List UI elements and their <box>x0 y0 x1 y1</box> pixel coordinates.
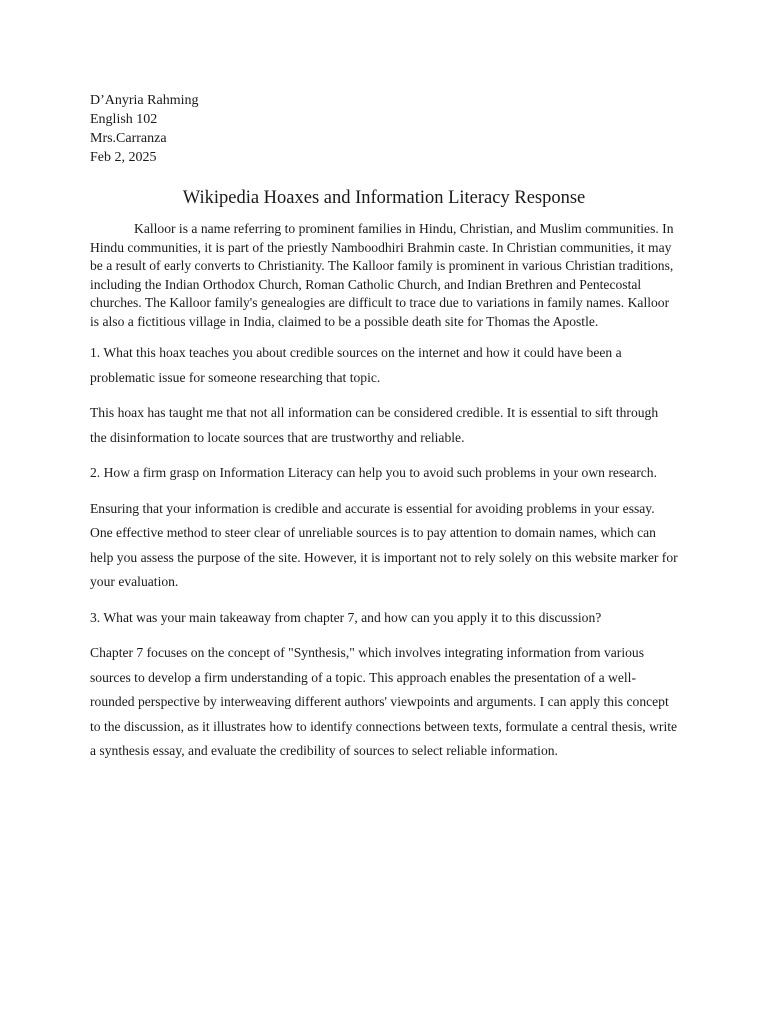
answer-3: Chapter 7 focuses on the concept of "Synthesis," which involves integrating information from various sources to develop a firm understanding of a topic. This approach enables the presentation of a well-rounded perspective by interweaving different authors' viewpoints and arguments. I can apply this concept to the discussion, as it illustrates how to identify connections between texts, formulate a central thesis, write a synthesis essay, and evaluate the credibility of sources to select reliable information. <box>90 645 678 758</box>
question-3: 3. What was your main takeaway from chapter 7, and how can you apply it to this discussion? <box>90 609 602 625</box>
course-name: English 102 <box>90 112 158 127</box>
instructor-name: Mrs.Carranza <box>90 131 167 146</box>
header-block <box>90 91 678 167</box>
document-title: Wikipedia Hoaxes and Information Literacy Response <box>182 188 586 208</box>
answer-1: This hoax has taught me that not all information can be considered credible. It is essential to sift through the disinformation to locate sources that are trustworthy and reliable. <box>90 405 659 445</box>
answer-2: Ensuring that your information is credible and accurate is essential for avoiding problems in your essay. One effective method to steer clear of unreliable sources is to pay attention to domain names, which can help you assess the purpose of the site. However, it is important not to rely solely on this website marker for your evaluation. <box>90 500 678 589</box>
date: Feb 2, 2025 <box>90 150 157 165</box>
question-1: 1. What this hoax teaches you about credible sources on the internet and how it could have been a problematic issue for someone researching that topic. <box>90 345 622 385</box>
question-2: 2. How a firm grasp on Information Literacy can help you to avoid such problems in your own research. <box>90 465 658 480</box>
intro-paragraph: Kalloor is a name referring to prominent families in Hindu, Christian, and Muslim communities. In Hindu communities, it is part of the priestly Namboodhiri Brahmin caste. In Christian communities, it may be a result of early converts to Christianity. The Kalloor family is prominent in various Christian traditions, including the Indian Orthodox Church, Roman Catholic Church, and Indian Brethren and Pentecostal churches. The Kalloor family's genealogies are difficult to trace due to variations in family names. Kalloor is also a fictitious village in India, claimed to be a possible death site for Thomas the Apostle. <box>90 221 674 329</box>
author-name: D’Anyria Rahming <box>90 93 199 108</box>
